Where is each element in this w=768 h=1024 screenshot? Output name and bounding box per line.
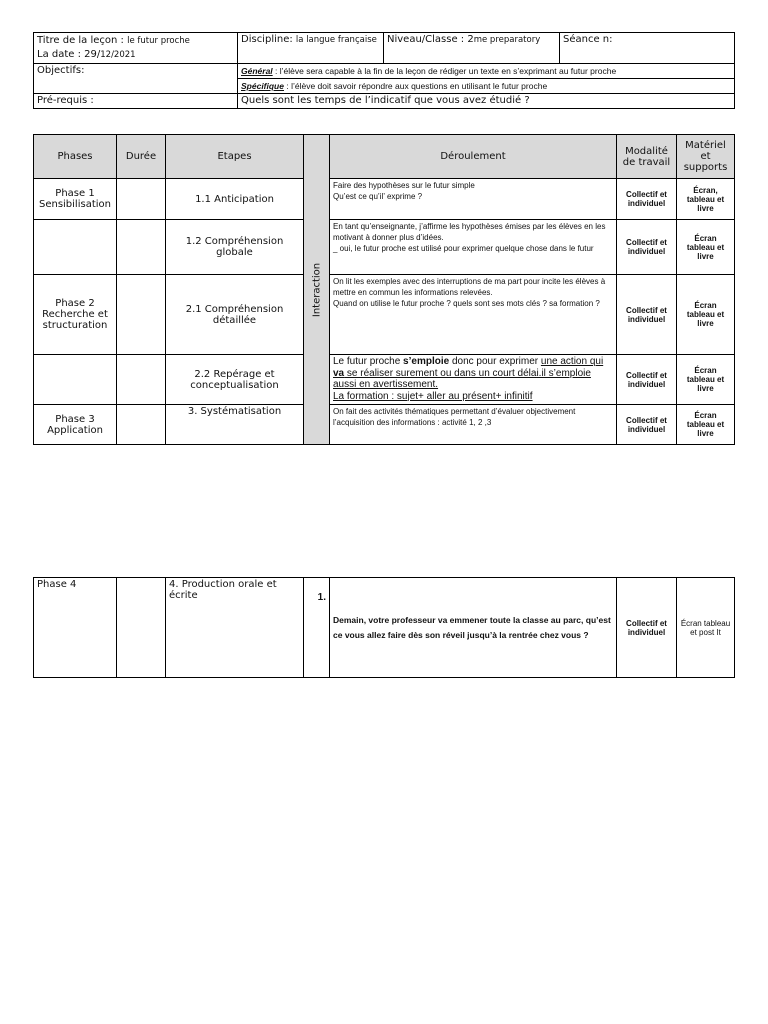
modalite-cell: Collectif et individuel <box>617 578 677 678</box>
materiel-cell: Écran tableau et post It <box>677 578 735 678</box>
interaction-label: Interaction <box>311 262 322 317</box>
duree-cell <box>117 578 166 678</box>
header-etapes: Etapes <box>166 135 304 179</box>
specifique-label: Spécifique <box>241 81 284 91</box>
table-row <box>34 179 735 220</box>
discipline-cell <box>238 33 384 64</box>
materiel-cell: Écran tableau et livre <box>677 405 735 445</box>
header-materiel: Matériel et supports <box>677 135 735 179</box>
lesson-date-label: La date : 29/ <box>37 49 101 60</box>
modalite-cell: Collectif et individuel <box>617 275 677 355</box>
materiel-cell: Écran, tableau et livre <box>677 179 735 220</box>
objectif-general-cell <box>238 64 735 79</box>
general-text: : l’élève sera capable à la fin de la leçon de rédiger un texte en s’exprimant au futur proche <box>272 66 617 76</box>
etape-cell: 4. Production orale et écrite <box>166 578 304 678</box>
niveau-value: me preparatory <box>473 35 541 45</box>
phase-cell: Phase 2 Recherche et structuration <box>34 275 117 355</box>
etape-cell: 2.1 Compréhension détaillée <box>166 275 304 355</box>
duree-cell <box>117 220 166 275</box>
niveau-label: Niveau/Classe : 2 <box>387 34 474 45</box>
table-row <box>34 578 735 678</box>
niveau-cell <box>384 33 560 64</box>
prerequis-text: Quels sont les temps de l’indicatif que vous avez étudié ? <box>241 95 530 106</box>
prerequis-label-cell <box>34 94 238 109</box>
phase-cell: Phase 3 Application <box>34 405 117 445</box>
specifique-text: : l’élève doit savoir répondre aux questions en utilisant le futur proche <box>283 81 548 91</box>
phase-cell <box>34 220 117 275</box>
deroulement-cell: Faire des hypothèses sur le futur simple Qu’est ce qu’il’ exprime ? <box>330 179 617 220</box>
seance-label: Séance n: <box>563 34 613 45</box>
lesson-title-cell <box>34 33 238 64</box>
phase-cell <box>34 355 117 405</box>
table-row <box>34 220 735 275</box>
objectifs-label-cell <box>34 64 238 94</box>
lesson-title-label: Titre de la leçon : <box>37 35 124 46</box>
table-row <box>34 405 735 445</box>
deroulement-part: s’emploie <box>403 356 450 367</box>
deroulement-part: une action qui <box>540 356 604 367</box>
phase4-table <box>33 577 735 678</box>
etape-cell: 3. Systématisation <box>166 405 304 445</box>
duree-cell <box>117 275 166 355</box>
table-row <box>34 275 735 355</box>
modalite-cell: Collectif et individuel <box>617 405 677 445</box>
objectif-specifique-cell <box>238 79 735 94</box>
deroulement-part: Le futur proche <box>333 356 404 367</box>
objectifs-label: Objectifs: <box>37 65 85 76</box>
modalite-cell: Collectif et individuel <box>617 355 677 405</box>
deroulement-cell: On fait des activités thématiques permettant d’évaluer objectivement l’acquisition des informations : activité 1, 2 ,3 <box>330 405 617 445</box>
deroulement-part: La formation : sujet+ aller au présent+ infinitif <box>333 390 533 402</box>
duree-cell <box>117 179 166 220</box>
header-phases: Phases <box>34 135 117 179</box>
general-label: Général <box>241 66 273 76</box>
deroulement-cell: En tant qu’enseignante, j’affirme les hypothèses émises par les élèves en les motivant à donner plus d’idées. _ oui, le futur proche est utilisé pour exprimer quelque chose dans le futur <box>330 220 617 275</box>
deroulement-cell <box>330 355 617 405</box>
lesson-header-table <box>33 32 735 109</box>
duree-cell <box>117 405 166 445</box>
deroulement-cell: On lit les exemples avec des interruptions de ma part pour incite les élèves à mettre en commun les informations relevées. Quand on utilise le futur proche ? quels sont ses mots clés ? sa formation ? <box>330 275 617 355</box>
prerequis-label: Pré-requis : <box>37 95 94 106</box>
phase-cell: Phase 1 Sensibilisation <box>34 179 117 220</box>
etape-cell: 2.2 Repérage et conceptualisation <box>166 355 304 405</box>
header-duree: Durée <box>117 135 166 179</box>
discipline-value: la langue française <box>295 35 377 45</box>
item-number: 1. <box>304 578 330 678</box>
etape-cell: 1.1 Anticipation <box>166 179 304 220</box>
deroulement-part: va <box>333 367 345 379</box>
lesson-title-value: le futur proche <box>127 36 190 46</box>
materiel-cell: Écran tableau et livre <box>677 275 735 355</box>
duree-cell <box>117 355 166 405</box>
materiel-cell: Écran tableau et livre <box>677 355 735 405</box>
lesson-date-value: 12/2021 <box>100 50 136 60</box>
header-modalite: Modalité de travail <box>617 135 677 179</box>
etape-cell: 1.2 Compréhension globale <box>166 220 304 275</box>
modalite-cell: Collectif et individuel <box>617 179 677 220</box>
seance-cell <box>560 33 735 64</box>
lesson-plan-table <box>33 134 735 445</box>
materiel-cell: Écran tableau et livre <box>677 220 735 275</box>
prerequis-text-cell <box>238 94 735 109</box>
modalite-cell: Collectif et individuel <box>617 220 677 275</box>
interaction-column <box>304 135 330 445</box>
header-deroulement: Déroulement <box>330 135 617 179</box>
table-row <box>34 355 735 405</box>
deroulement-part: se réaliser surement ou dans un court délai.il s’emploie aussi en avertissement. <box>333 367 591 390</box>
discipline-label: Discipline: <box>241 34 293 45</box>
deroulement-cell: Demain, votre professeur va emmener toute la classe au parc, qu’est ce vous allez faire dès son réveil jusqu’à la rentrée chez vous ? <box>330 578 617 678</box>
deroulement-part: donc pour exprimer <box>449 356 541 367</box>
phase-cell: Phase 4 <box>34 578 117 678</box>
